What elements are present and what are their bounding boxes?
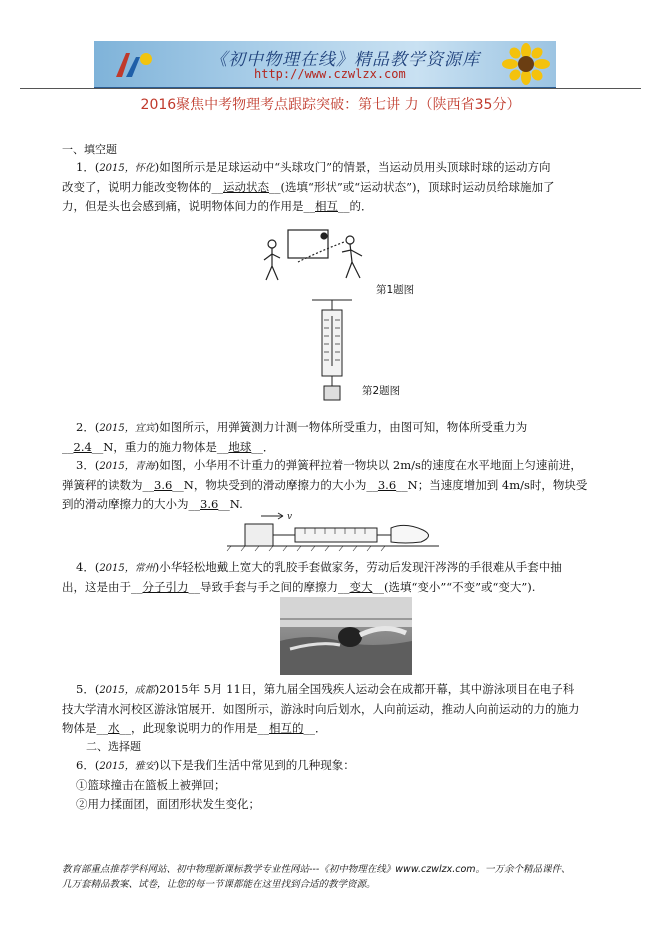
banner-url: http://www.czwlzx.com <box>254 67 406 81</box>
answer-3a: 3.6 <box>154 478 173 492</box>
figure-5-swimmer-photo <box>280 597 412 675</box>
answer-5b: 相互的 <box>269 721 304 735</box>
answer-1a: 运动状态 <box>223 180 269 194</box>
question-1: 1．(2015，怀化)如图所示是足球运动中“头球攻门”的情景，当运动员用头顶球时球的运动方向 改变了，说明力能改变物体的__运动状态__(选填“形状”或“运动状态”)，顶球时运动员给球施加了 力，但是头也会感到痛，说明物体间力的作用是__相互__的． <box>62 160 555 213</box>
velocity-label: v <box>287 512 293 522</box>
header-banner <box>94 41 556 89</box>
document-title: 2016聚焦中考物理考点跟踪突破：第七讲 力（陕西省35分） <box>140 97 521 113</box>
answer-3c: 3.6 <box>200 497 219 511</box>
answer-1b: 相互 <box>315 199 338 213</box>
q6-item-1: ①篮球撞击在篮板上被弹回； <box>76 778 226 792</box>
q6-item-2: ②用力揉面团，面团形状发生变化； <box>76 797 260 811</box>
banner-title: 《初中物理在线》精品教学资源库 <box>210 50 480 70</box>
figure-1-caption: 第1题图 <box>376 284 415 296</box>
question-4: 4．(2015，常州)小华轻松地戴上宽大的乳胶手套做家务，劳动后发现汗涔涔的手很难从手套中抽 出，这是由于__分子引力__导致手套与手之间的摩擦力__变大__(选填“变小”“不变”或“变大”). <box>62 560 562 594</box>
answer-3b: 3.6 <box>377 478 397 492</box>
section-choice-heading: 二、选择题 <box>86 740 141 753</box>
header-divider <box>20 88 641 89</box>
question-6: 6．(2015，雅安)以下是我们生活中常见到的几种现象： ①篮球撞击在篮板上被弹回； ②用力揉面团，面团形状发生变化； <box>62 756 602 814</box>
sunflower-icon <box>502 43 550 85</box>
footer-line-1: 教育部重点推荐学科网站、初中物理新课标教学专业性网站---《初中物理在线》www.czwlzx.com。一万余个精品课件、 <box>62 864 571 875</box>
section-fill-heading: 一、填空题 <box>62 143 117 156</box>
answer-4b: 变大 <box>349 580 373 594</box>
answer-2b: 地球 <box>228 440 252 454</box>
question-5: 5．(2015，成都)2015年 5月 11日，第九届全国残疾人运动会在成都开幕，其中游泳项目在电子科 技大学清水河校区游泳馆展开．如图所示，游泳时向后划水，人向前运动，推动人向前运动的力的施力 物体是__水__，此现象说明力的作用是__相互的__． <box>62 682 580 735</box>
figure-2-caption: 第2题图 <box>362 385 401 397</box>
answer-4a: 分子引力 <box>142 580 189 594</box>
figure-3-spring-pull <box>225 508 441 552</box>
swimmer-image <box>280 597 412 675</box>
footer-line-2: 几万套精品教案、试卷，让您的每一节课都能在这里找到合适的教学资源。 <box>62 879 376 890</box>
answer-5a: 水 <box>108 721 120 735</box>
answer-2a: 2.4 <box>73 440 92 454</box>
question-3: 3．(2015，青海)如图，小华用不计重力的弹簧秤拉着一物块以 2m/s的速度在水平地面上匀速前进， 弹簧秤的读数为__3.6__N，物块受到的滑动摩擦力的大小为__3.6__N；当速度增加到 4m/s时，物块受 到的滑动摩擦力的大小为__3.6__N. <box>62 458 588 511</box>
page-footer <box>62 862 602 892</box>
site-logo <box>112 47 156 81</box>
figure-1-header-goal <box>258 222 378 292</box>
question-2: 2．(2015，宜宾)如图所示，用弹簧测力计测一物体所受重力，由图可知，物体所受重力为 __2.4__N，重力的施力物体是__地球__． <box>62 420 528 454</box>
figure-2-spring-scale <box>308 296 356 406</box>
